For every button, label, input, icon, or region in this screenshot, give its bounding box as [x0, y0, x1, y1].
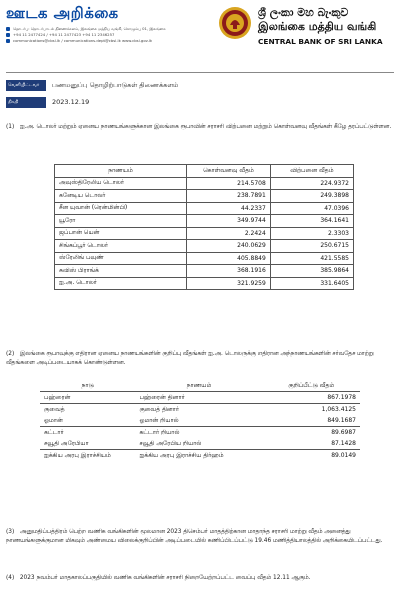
buying-rate-cell: 44.2337 [187, 202, 271, 215]
indicative-rate-cell: 849.1687 [327, 417, 356, 424]
table-row [55, 265, 354, 278]
table-row [40, 392, 360, 404]
currency-cell: குவைத் தினார் [135, 404, 262, 416]
selling-rate-cell: 331.6405 [270, 277, 353, 290]
paragraph-2-text: இலங்கை ரூபாவுக்கு எதிரான ஏனைய நாணயங்களின் குறிப்பு வீதங்கள் ஐ.அ. டொலருக்கு எதிரான அந்நாணயங்களின் சர்வதேச மாற்று வீதங்களை அடிப்படையாகக் கொண்டுள்ளன. [6, 351, 374, 366]
selling-rate-cell: 421.5585 [270, 252, 353, 265]
table-row [40, 450, 360, 462]
table-row [40, 427, 360, 439]
table-row [55, 177, 354, 190]
paragraph-1 [6, 123, 394, 132]
table-row [55, 252, 354, 265]
country-cell: கட்டார் [40, 427, 135, 439]
cbsl-emblem [218, 6, 252, 40]
indicative-rate-cell: 1,063.4125 [263, 404, 360, 416]
country-cell: சவூதி அரேபியா [44, 439, 89, 447]
header-right [258, 6, 396, 47]
buying-rate-cell: 238.7891 [187, 190, 271, 203]
buying-rate-cell: 321.9259 [187, 277, 271, 290]
currency-cell: ஐ.அ. டொலர் [55, 277, 187, 290]
table-row [55, 277, 354, 290]
date-label: திகதி [6, 97, 46, 108]
currency-cell: ஓமான் றியால் [139, 416, 179, 424]
currency-cell: யூரோ [55, 215, 187, 228]
issued-by-label: வெளியிட்டவர் [6, 80, 46, 91]
paragraph-2 [6, 350, 394, 368]
address-icon [6, 27, 10, 31]
selling-rate-cell: 249.3898 [270, 190, 353, 203]
issued-by-row [6, 78, 396, 92]
selling-rate-cell: 250.6715 [270, 240, 353, 253]
selling-rate-cell: 224.9372 [270, 177, 353, 190]
paragraph-1-number: (1) [6, 124, 15, 130]
bank-name-tamil: இலங்கை மத்திய வங்கி [258, 20, 377, 33]
indicative-rate-cell: 89.0149 [263, 450, 360, 462]
col-header-country: நாடு [40, 380, 135, 392]
currency-cell: சவூதி அரேபிய றியால் [139, 439, 202, 447]
buying-rate-cell: 214.5708 [187, 177, 271, 190]
col-header-currency-2: நாணயம் [135, 380, 262, 392]
date-value: 2023.12.19 [52, 98, 90, 106]
indicative-rate-cell: 89.6987 [263, 427, 360, 439]
buying-rate-cell: 240.0629 [187, 240, 271, 253]
header-divider [6, 72, 394, 73]
indicative-rate-table [40, 380, 360, 461]
buying-rate-cell: 405.8849 [187, 252, 271, 265]
currency-cell: கனேடிய டொலர் [55, 190, 187, 203]
col-header-currency: நாணயம் [55, 165, 187, 178]
paragraph-4-number: (4) [6, 575, 15, 581]
paragraph-3-text: அனுமதிப்பத்திரம் பெற்ற வணிக வங்கிகளின் மூலமான 2023 திசெம்பர் மாதத்திற்கான மாதாந்த சராசரி மாற்று வீதம் அனைத்து நாணயங்களுக்குமான மிகவும் அண்மைய விலைக்குறிப்பின் அடிப்படையில் கணிப்பிடப்பட்டு 19.46 மணித்தியாலத்தில் அறிக்கையிடப்பட்டது. [6, 529, 383, 544]
exchange-rate-header-row [55, 165, 354, 178]
currency-cell: ஐக்கிய அரபு இராச்சிய திர்ஹம் [135, 450, 262, 462]
bank-name-english: CENTRAL BANK OF SRI LANKA [258, 37, 383, 46]
buying-rate-cell: 349.9744 [187, 215, 271, 228]
table-row [40, 404, 360, 416]
table-row [55, 215, 354, 228]
issued-by-value: பணமனுப்பு தொழிற்பாடுகள் திணைக்களம் [52, 80, 179, 89]
table-row [55, 190, 354, 203]
selling-rate-cell: 2.3303 [270, 227, 353, 240]
header-left [6, 4, 196, 44]
paragraph-3 [6, 528, 394, 546]
col-header-buying: கொள்வனவு வீதம் [187, 165, 271, 178]
country-cell: குவைத் [40, 404, 135, 416]
currency-cell: ஜப்பான் யென் [55, 227, 187, 240]
country-cell: ஐக்கிய அரபு இராச்சியம் [40, 450, 135, 462]
country-cell: பஹ்ரைன் [40, 392, 135, 404]
indicative-rate-cell: 867.1978 [263, 392, 360, 404]
date-row [6, 95, 396, 109]
selling-rate-cell: 364.1641 [270, 215, 353, 228]
currency-cell: சீன யுவான் (ரென்மின்பி) [55, 202, 187, 215]
table-row [55, 202, 354, 215]
paragraph-4-text: 2023 நவம்பர் மாதகாலப்பகுதியில் வணிக வங்கிகளின் சராசரி நிறையேற்றப்பட்ட வைப்பு வீதம் 12.11 ஆகும். [19, 575, 311, 581]
col-header-selling: விற்பனை வீதம் [270, 165, 353, 178]
press-release-title: ஊடக அறிக்கை [6, 4, 119, 22]
contact-email-text[interactable]: communications@cbsl.lk / communications.dept@cbsl.lk www.cbsl.gov.lk [13, 38, 153, 43]
table-row [55, 227, 354, 240]
selling-rate-cell: 47.0396 [270, 202, 353, 215]
contact-block [6, 26, 196, 44]
currency-cell: சுவிஸ் பிராங்க் [55, 265, 187, 278]
currency-cell: ஸ்ரேலிங் பவுண் [55, 252, 187, 265]
bank-name-sinhala: ශ්‍රී ලංකා මහ බැංකුව [258, 6, 349, 19]
paragraph-2-number: (2) [6, 351, 15, 357]
paragraph-1-text: ஐ.அ. டொலர் மற்றும் ஏனைய நாணயங்களுக்கான இலங்கை ரூபாவின் சராசரி விற்பனை மற்றும் கொள்வனவு வீதங்கள் கீழே தரப்பட்டுள்ளன. [19, 124, 392, 130]
exchange-rate-table [54, 164, 354, 290]
currency-cell: கட்டார் றியால் [135, 427, 262, 439]
table-row [40, 415, 360, 427]
table-row [55, 240, 354, 253]
currency-cell: சிங்கப்பூர் டொலர் [55, 240, 187, 253]
currency-cell: அவுஸ்திரேலிய டொலர் [55, 177, 187, 190]
buying-rate-cell: 368.1916 [187, 265, 271, 278]
col-header-indicative: குறிப்பீட்டு வீதம் [263, 380, 360, 392]
country-cell: ஓமான் [44, 416, 63, 424]
currency-cell: பஹ்ரைன் தினார் [135, 392, 262, 404]
contact-email[interactable] [6, 38, 196, 44]
phone-icon [6, 33, 10, 37]
indicative-rate-cell: 87.1428 [331, 440, 356, 447]
table-row [40, 438, 360, 450]
email-icon [6, 39, 10, 43]
contact-address-text: தொடர்பு: தொடர்பாடல் திணைக்களம், இலங்கை மத்திய வங்கி, கொழும்பு 01, இலங்கை [13, 26, 166, 31]
paragraph-3-number: (3) [6, 529, 15, 535]
selling-rate-cell: 385.9864 [270, 265, 353, 278]
indicative-rate-header-row [40, 380, 360, 392]
meta-block [6, 78, 396, 112]
contact-phone-text: +94 11 2477424 / +94 11 2477423 +94 11 2346257 [13, 32, 115, 37]
buying-rate-cell: 2.2424 [187, 227, 271, 240]
paragraph-4 [6, 574, 394, 583]
